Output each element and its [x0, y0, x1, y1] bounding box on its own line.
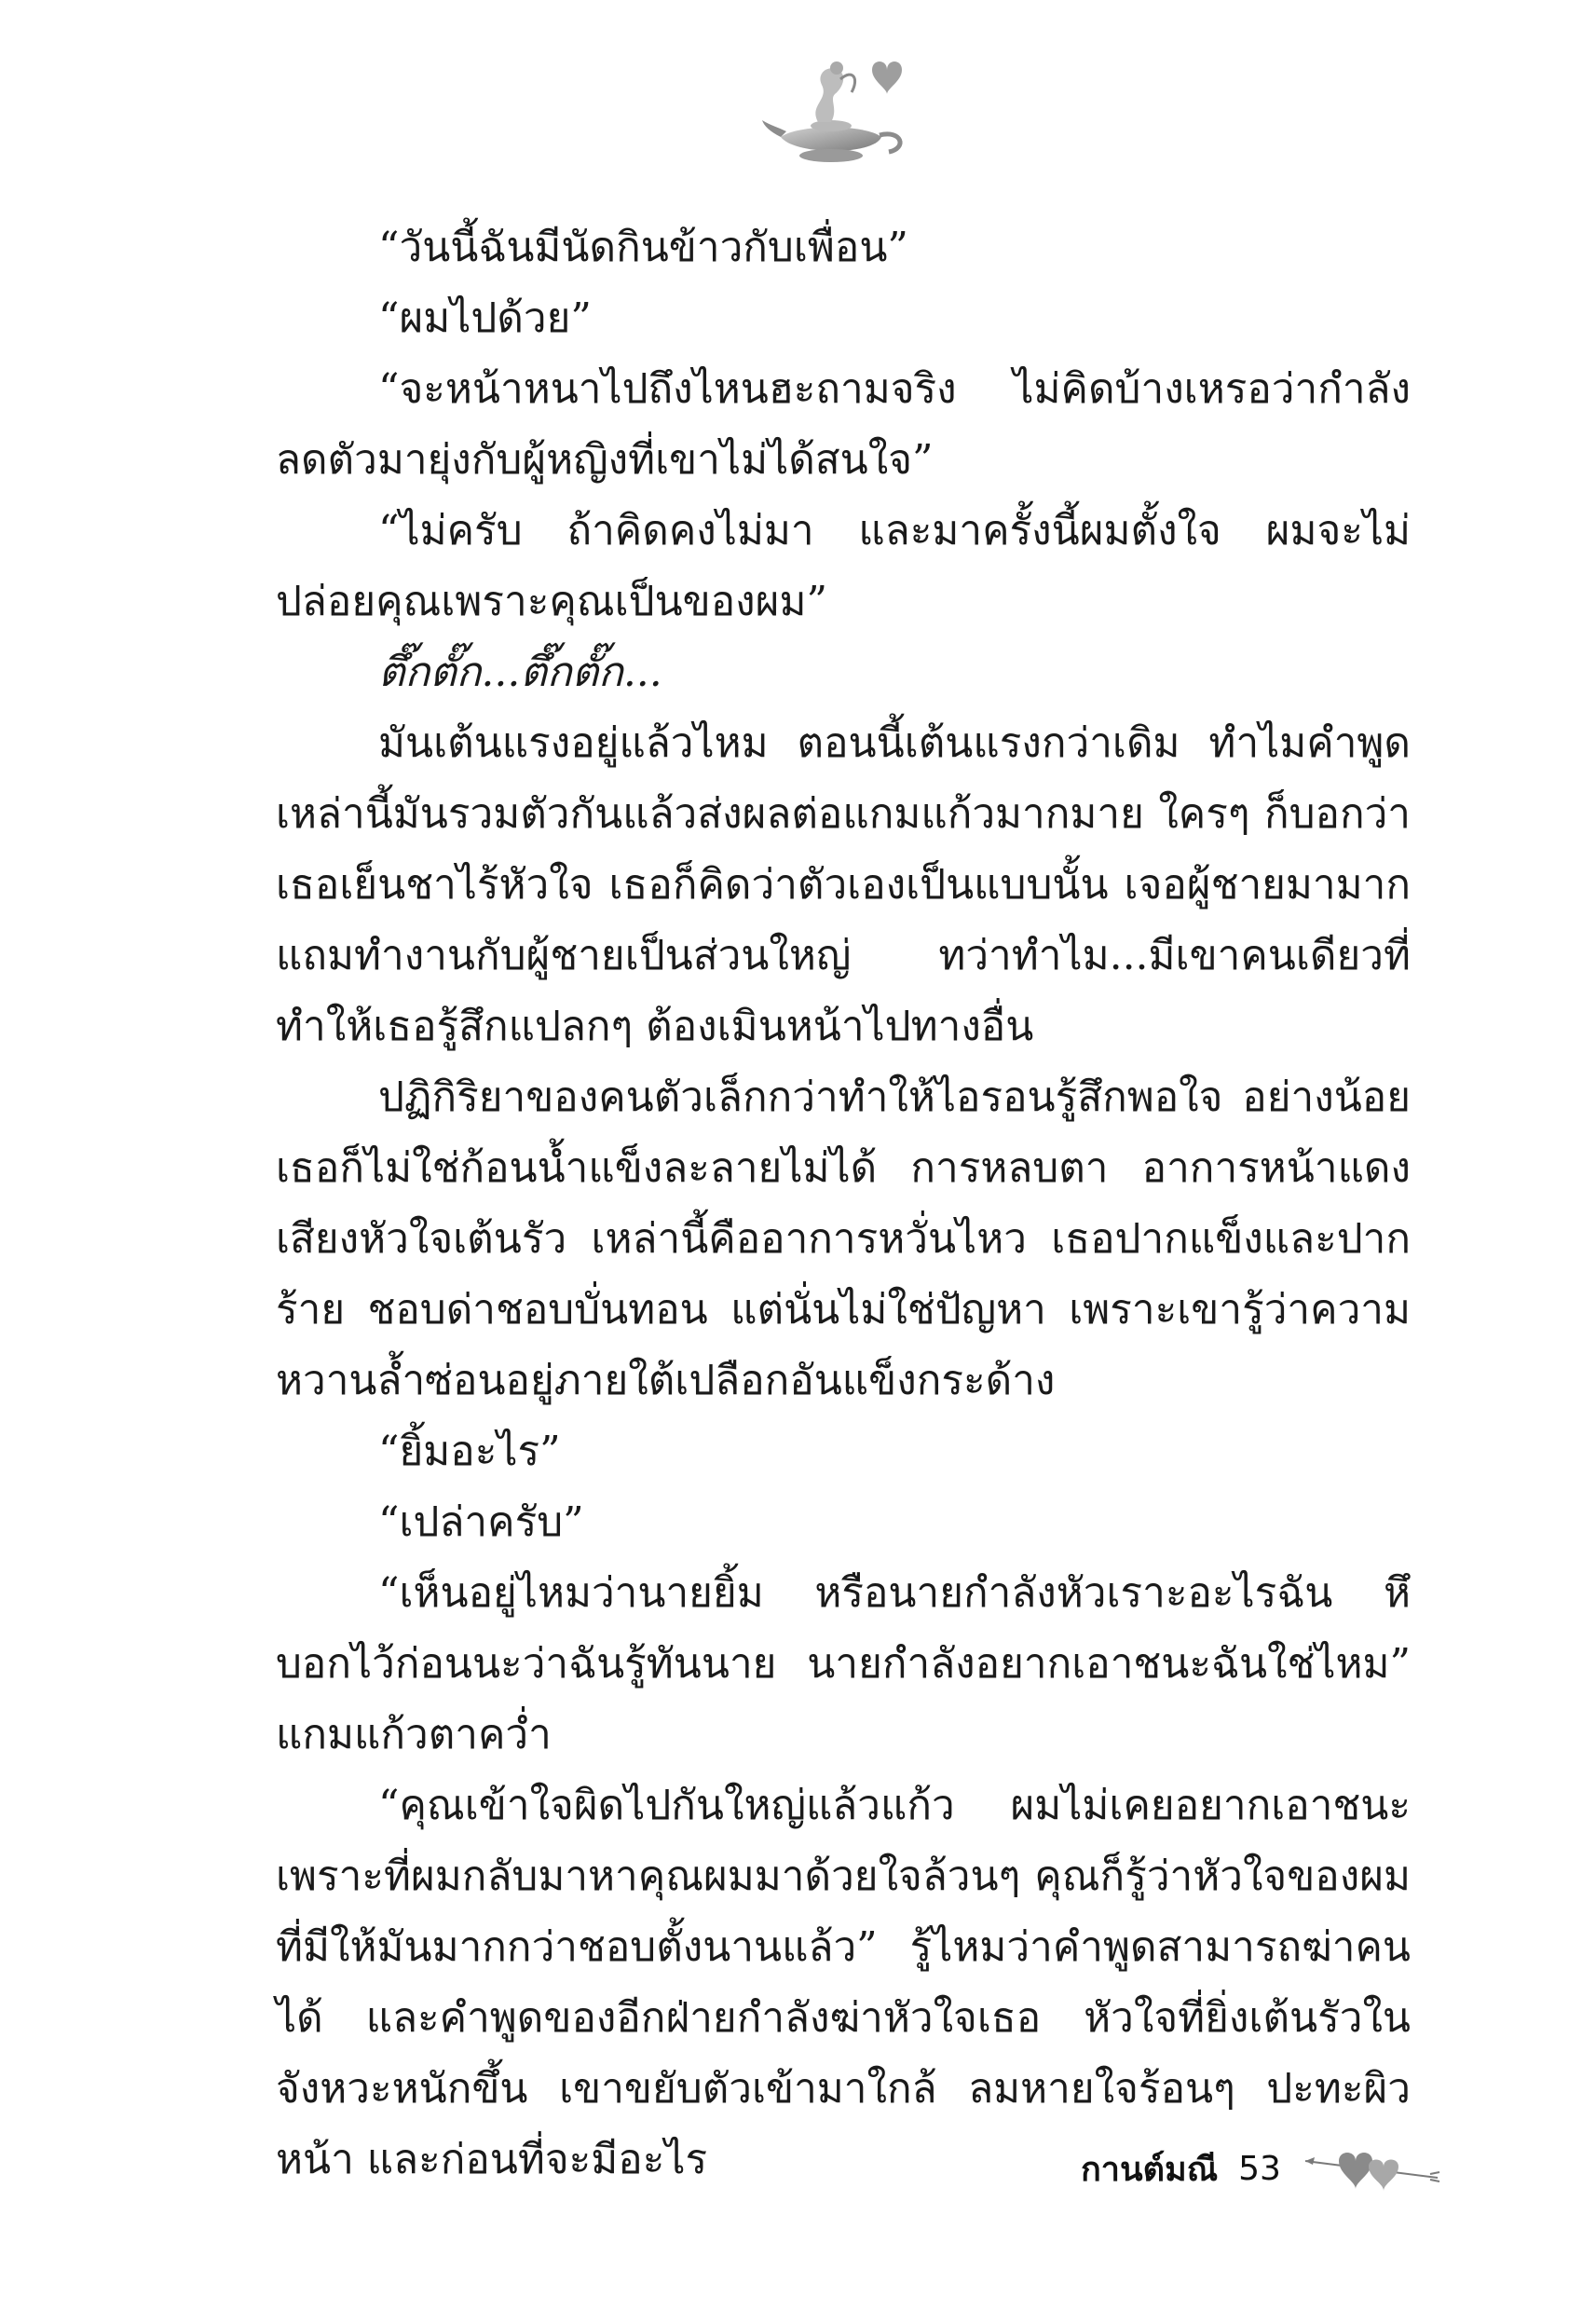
- paragraph: มันเต้นแรงอยู่แล้วไหม ตอนนี้เต้นแรงกว่าเดิม ทำไมคำพูดเหล่านี้มันรวมตัวกันแล้วส่งผลต่อแกมแก้วมากมาย ใครๆ ก็บอกว่าเธอเย็นชาไร้หัวใจ เธอก็คิดว่าตัวเองเป็นแบบนั้น เจอผู้ชายมามาก แถมทำงานกับผู้ชายเป็นส่วนใหญ่ ทว่าทำไม...มีเขาคนเดียวที่ทำให้เธอรู้สึกแปลกๆ ต้องเมินหน้าไปทางอื่น: [276, 719, 1411, 1050]
- book-title: กานต์มณี: [1081, 2150, 1219, 2189]
- page-number: 53: [1238, 2149, 1281, 2188]
- genie-lamp-cupid-icon: [762, 51, 911, 172]
- paragraph: “คุณเข้าใจผิดไปกันใหญ่แล้วแก้ว ผมไม่เคยอยากเอาชนะ เพราะที่ผมกลับมาหาคุณผมมาด้วยใจล้วนๆ คุณก็รู้ว่าหัวใจของผมที่มีให้มันมากกว่าชอบตั้งนานแล้ว” รู้ไหมว่าคำพูดสามารถฆ่าคนได้ และคำพูดของอีกฝ่ายกำลังฆ่าหัวใจเธอ หัวใจที่ยิ่งเต้นรัวในจังหวะหนักขึ้น เขาขยับตัวเข้ามาใกล้ ลมหายใจร้อนๆ ปะทะผิวหน้า และก่อนที่จะมีอะไร: [276, 1782, 1411, 2183]
- paragraph: “เปล่าครับ”: [378, 1498, 584, 1546]
- paragraph: “ไม่ครับ ถ้าคิดคงไม่มา และมาครั้งนี้ผมตั้งใจ ผมจะไม่ปล่อยคุณเพราะคุณเป็นของผม”: [276, 507, 1411, 625]
- hearts-arrow-icon: [1302, 2140, 1441, 2196]
- paragraph: “ยิ้มอะไร”: [378, 1428, 561, 1475]
- paragraph: “ผมไปด้วย”: [378, 294, 592, 342]
- page-footer: [1081, 2136, 1441, 2201]
- paragraph: ตึ๊กตั๊ก...ตึ๊กตั๊ก...: [378, 649, 662, 696]
- paragraph: “วันนี้ฉันมีนัดกินข้าวกับเพื่อน”: [378, 224, 908, 271]
- paragraph: “เห็นอยู่ไหมว่านายยิ้ม หรือนายกำลังหัวเราะอะไรฉัน หึ บอกไว้ก่อนนะว่าฉันรู้ทันนาย นายกำลังอยากเอาชนะฉันใช่ไหม” แกมแก้วตาคว่ำ: [276, 1569, 1411, 1758]
- paragraph: ปฏิกิริยาของคนตัวเล็กกว่าทำให้ไอรอนรู้สึกพอใจ อย่างน้อยเธอก็ไม่ใช่ก้อนน้ำแข็งละลายไม่ได้ การหลบตา อาการหน้าแดง เสียงหัวใจเต้นรัว เหล่านี้คืออาการหวั่นไหว เธอปากแข็งและปากร้าย ชอบด่าชอบบั่นทอน แต่นั่นไม่ใช่ปัญหา เพราะเขารู้ว่าความหวานล้ำซ่อนอยู่ภายใต้เปลือกอันแข็งกระด้าง: [276, 1073, 1411, 1404]
- paragraph: “จะหน้าหนาไปถึงไหนฮะถามจริง ไม่คิดบ้างเหรอว่ากำลังลดตัวมายุ่งกับผู้หญิงที่เขาไม่ได้สนใจ”: [276, 365, 1411, 484]
- body-text: [276, 212, 1411, 2195]
